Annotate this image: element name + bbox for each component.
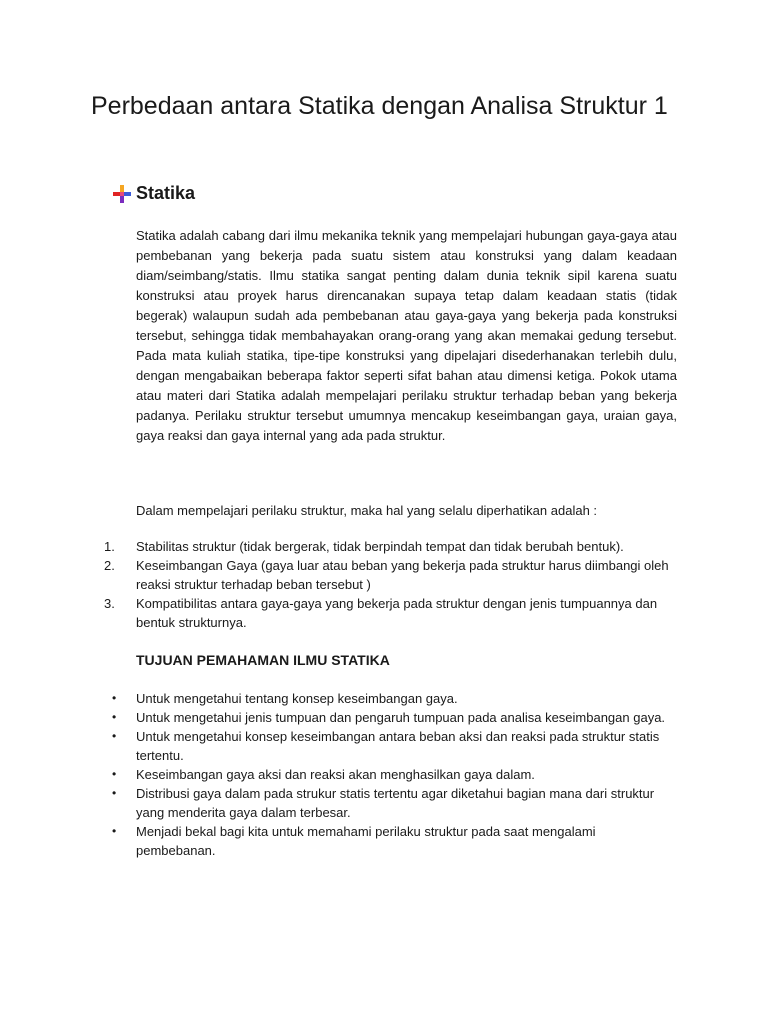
- list-item-text: Untuk mengetahui jenis tumpuan dan pengaruh tumpuan pada analisa keseimbangan gaya.: [136, 710, 666, 725]
- page-title: Perbedaan antara Statika dengan Analisa Struktur 1: [91, 92, 668, 120]
- section-heading: [112, 183, 195, 204]
- bullet-list: [112, 689, 672, 860]
- bullet-list-item: [112, 784, 672, 822]
- list-item-text: Stabilitas struktur (tidak bergerak, tidak berpindah tempat dan tidak berubah bentuk).: [136, 539, 624, 554]
- list-number: 2.: [104, 558, 115, 573]
- bullet-dot: •: [112, 729, 117, 743]
- colorful-cross-bullet-icon: [112, 184, 132, 204]
- numbered-list-item: [104, 594, 684, 632]
- bullet-dot: •: [112, 786, 117, 800]
- bullet-dot: •: [112, 767, 117, 781]
- numbered-list: [104, 537, 684, 632]
- bullet-list-item: [112, 727, 672, 765]
- list-item-text: Untuk mengetahui konsep keseimbangan antara beban aksi dan reaksi pada struktur statis tertentu.: [136, 729, 660, 763]
- bullet-dot: •: [112, 691, 117, 705]
- bullet-list-item: [112, 765, 672, 784]
- list-item-text: Keseimbangan gaya aksi dan reaksi akan menghasilkan gaya dalam.: [136, 767, 535, 782]
- bullet-list-item: [112, 822, 672, 860]
- numbered-list-item: [104, 537, 684, 556]
- bullet-dot: •: [112, 824, 117, 838]
- bullet-dot: •: [112, 710, 117, 724]
- list-item-text: Keseimbangan Gaya (gaya luar atau beban yang bekerja pada struktur harus diimbangi oleh reaksi struktur terhadap beban tersebut ): [136, 558, 669, 592]
- list-item-text: Distribusi gaya dalam pada strukur statis tertentu agar diketahui bagian mana dari struktur yang menderita gaya dalam terbesar.: [136, 786, 655, 820]
- intro-paragraph: Statika adalah cabang dari ilmu mekanika teknik yang mempelajari hubungan gaya-gaya atau pembebanan yang bekerja pada suatu sistem atau konstruksi yang dalam keadaan diam/seimbang/statis. Ilmu statika sangat penting dalam dunia teknik sipil karena suatu konstruksi atau proyek harus direncanakan supaya tetap dalam keadaan statis (tidak begerak) walaupun sudah ada pembebanan atau gaya-gaya yang bekerja pada konstruksi tersebut, sehingga tidak membahayakan orang-orang yang akan memakai gedung tersebut. Pada mata kuliah statika, tipe-tipe konstruksi yang dipelajari disederhanakan terlebih dulu, dengan mengabaikan beberapa faktor seperti sifat bahan atau dimensi ketiga. Pokok utama atau materi dari Statika adalah mempelajari perilaku struktur terhadap beban yang bekerja padanya. Perilaku struktur tersebut umumnya mencakup keseimbangan gaya, uraian gaya, gaya reaksi dan gaya internal yang ada pada struktur.: [136, 228, 677, 443]
- section-heading-label: Statika: [136, 183, 196, 203]
- lead-paragraph: Dalam mempelajari perilaku struktur, maka hal yang selalu diperhatikan adalah :: [136, 503, 598, 518]
- bullet-list-item: [112, 708, 672, 727]
- sub-heading: TUJUAN PEMAHAMAN ILMU STATIKA: [136, 652, 390, 668]
- list-item-text: Kompatibilitas antara gaya-gaya yang bekerja pada struktur dengan jenis tumpuannya dan bentuk strukturnya.: [136, 596, 658, 630]
- bullet-list-item: [112, 689, 672, 708]
- list-number: 1.: [104, 539, 115, 554]
- list-item-text: Menjadi bekal bagi kita untuk memahami perilaku struktur pada saat mengalami pembebanan.: [136, 824, 596, 858]
- list-item-text: Untuk mengetahui tentang konsep keseimbangan gaya.: [136, 691, 458, 706]
- numbered-list-item: [104, 556, 684, 594]
- list-number: 3.: [104, 596, 115, 611]
